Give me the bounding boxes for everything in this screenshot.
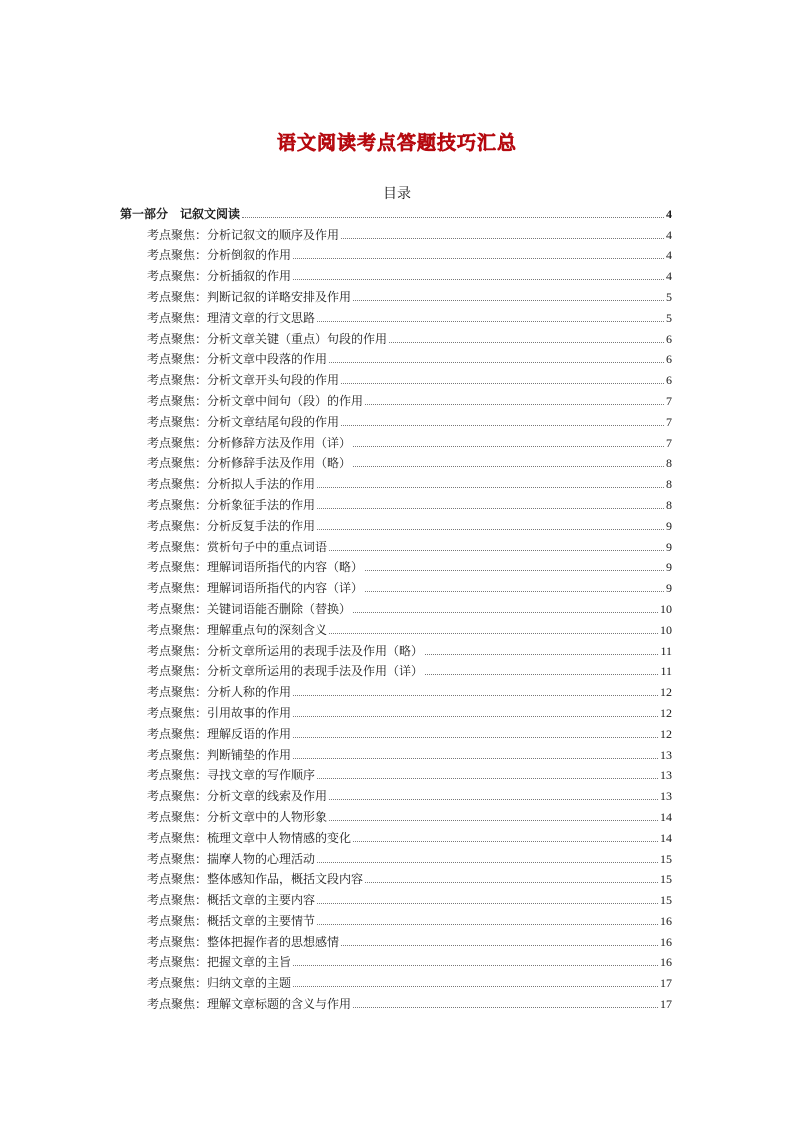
toc-entry-prefix: 考点聚焦： xyxy=(147,747,208,762)
toc-entry-page: 11 xyxy=(660,664,672,679)
toc-entry-label xyxy=(147,872,363,886)
toc-entry-page: 10 xyxy=(660,601,672,616)
toc-entry-label xyxy=(147,290,351,304)
toc-entry-prefix: 考点聚焦： xyxy=(147,289,208,304)
toc-entry-prefix: 考点聚焦： xyxy=(147,685,208,700)
toc-entry-title: 梳理文章中人物情感的变化 xyxy=(207,830,352,845)
toc-entry-label xyxy=(147,623,327,637)
toc-entry-title: 整体把握作者的思想感情 xyxy=(207,934,340,949)
toc-entry-title: 关键词语能否删除（替换） xyxy=(207,601,352,616)
toc-entry-page: 14 xyxy=(660,830,672,845)
toc-leader xyxy=(341,424,664,426)
toc-entry-page: 12 xyxy=(660,705,672,720)
toc-entry-title: 分析文章结尾句段的作用 xyxy=(207,414,340,429)
toc-entry-label xyxy=(147,519,315,533)
toc-leader xyxy=(353,465,664,467)
toc-entry-label xyxy=(147,748,291,762)
toc-entry-title: 分析修辞方法及作用（详） xyxy=(207,435,352,450)
toc-entry-row[interactable] xyxy=(120,678,672,699)
toc-entry-row[interactable] xyxy=(120,262,672,283)
toc-entry-page: 5 xyxy=(666,310,672,325)
toc-entry-row[interactable] xyxy=(120,554,672,575)
toc-entry-title: 分析反复手法的作用 xyxy=(207,518,316,533)
toc-entry-label xyxy=(147,706,291,720)
toc-entry-prefix: 考点聚焦： xyxy=(147,227,208,242)
toc-entry-label xyxy=(147,269,291,283)
toc-leader xyxy=(317,486,664,488)
toc-entry-title: 分析拟人手法的作用 xyxy=(207,477,316,492)
toc-entry-row[interactable] xyxy=(120,845,672,866)
toc-entry-label xyxy=(147,581,363,595)
toc-entry-page: 14 xyxy=(660,809,672,824)
toc-entry-title: 分析象征手法的作用 xyxy=(207,497,316,512)
toc-entry-label xyxy=(147,810,327,824)
toc-entry-label xyxy=(147,436,351,450)
toc-entry-prefix: 考点聚焦： xyxy=(147,830,208,845)
toc-entry-page: 8 xyxy=(666,456,672,471)
toc-entry-title: 揣摩人物的心理活动 xyxy=(207,851,316,866)
toc-entry-page: 16 xyxy=(660,934,672,949)
toc-entry-prefix: 考点聚焦： xyxy=(147,373,208,388)
toc-entry-title: 把握文章的主旨 xyxy=(207,955,292,970)
toc-entry-row[interactable] xyxy=(120,658,672,679)
toc-leader xyxy=(317,902,658,904)
toc-entry-title: 理解重点句的深刻含义 xyxy=(207,622,328,637)
toc-entry-page: 8 xyxy=(666,477,672,492)
toc-section-page: 4 xyxy=(666,206,672,221)
toc-entry-title: 整体感知作品，概括文段内容 xyxy=(207,872,364,887)
toc-entry-page: 15 xyxy=(660,872,672,887)
toc-entry-title: 分析修辞手法及作用（略） xyxy=(207,456,352,471)
toc-entry-prefix: 考点聚焦： xyxy=(147,497,208,512)
toc-entry-label xyxy=(147,540,327,554)
toc-entry-label xyxy=(147,602,351,616)
toc-leader xyxy=(293,736,658,738)
toc-entry-label xyxy=(147,311,315,325)
toc-leader xyxy=(341,382,664,384)
toc-leader xyxy=(317,777,658,779)
table-of-contents xyxy=(120,200,672,1011)
toc-entry-prefix: 考点聚焦： xyxy=(147,622,208,637)
toc-entry-label xyxy=(147,852,315,866)
toc-entry-row[interactable] xyxy=(120,325,672,346)
toc-entry-label xyxy=(147,914,315,928)
toc-entry-label xyxy=(147,768,315,782)
toc-leader xyxy=(389,341,664,343)
toc-entry-row[interactable] xyxy=(120,429,672,450)
toc-entry-title: 理解词语所指代的内容（略） xyxy=(207,560,364,575)
toc-entry-page: 11 xyxy=(660,643,672,658)
toc-entry-title: 理解词语所指代的内容（详） xyxy=(207,581,364,596)
toc-leader xyxy=(365,881,658,883)
toc-entry-title: 分析文章开头句段的作用 xyxy=(207,373,340,388)
toc-entry-page: 15 xyxy=(660,851,672,866)
toc-entry-row[interactable] xyxy=(120,221,672,242)
toc-leader xyxy=(353,1006,658,1008)
toc-leader xyxy=(329,632,658,634)
toc-leader xyxy=(365,569,664,571)
toc-entry-row[interactable] xyxy=(120,346,672,367)
toc-leader xyxy=(317,320,664,322)
toc-leader xyxy=(425,673,658,675)
toc-entry-label xyxy=(147,664,423,678)
toc-entry-title: 分析插叙的作用 xyxy=(207,269,292,284)
toc-entry-row[interactable] xyxy=(120,387,672,408)
toc-entry-label xyxy=(147,415,339,429)
toc-leader xyxy=(329,819,658,821)
toc-entry-prefix: 考点聚焦： xyxy=(147,601,208,616)
toc-leader xyxy=(353,611,658,613)
toc-leader xyxy=(353,840,658,842)
toc-entry-prefix: 考点聚焦： xyxy=(147,726,208,741)
toc-entry-row[interactable] xyxy=(120,616,672,637)
toc-entry-title: 判断记叙的详略安排及作用 xyxy=(207,289,352,304)
toc-leader xyxy=(293,985,658,987)
toc-entry-label xyxy=(147,332,387,346)
toc-entry-row[interactable] xyxy=(120,574,672,595)
toc-entry-row[interactable] xyxy=(120,491,672,512)
toc-entry-row[interactable] xyxy=(120,949,672,970)
toc-entry-page: 16 xyxy=(660,955,672,970)
toc-entry-title: 概括文章的主要内容 xyxy=(207,893,316,908)
toc-entry-prefix: 考点聚焦： xyxy=(147,414,208,429)
toc-leader xyxy=(317,507,664,509)
toc-entry-title: 分析文章中的人物形象 xyxy=(207,809,328,824)
toc-entry-prefix: 考点聚焦： xyxy=(147,997,208,1012)
toc-entry-title: 分析倒叙的作用 xyxy=(207,248,292,263)
toc-leader xyxy=(329,798,658,800)
toc-leader xyxy=(425,653,658,655)
toc-entry-row[interactable] xyxy=(120,762,672,783)
toc-entry-prefix: 考点聚焦： xyxy=(147,955,208,970)
toc-entry-page: 17 xyxy=(660,976,672,991)
toc-leader xyxy=(293,964,658,966)
toc-leader xyxy=(293,278,664,280)
toc-entry-prefix: 考点聚焦： xyxy=(147,331,208,346)
toc-leader xyxy=(293,257,664,259)
toc-entry-page: 13 xyxy=(660,747,672,762)
toc-entry-prefix: 考点聚焦： xyxy=(147,872,208,887)
toc-entry-page: 8 xyxy=(666,497,672,512)
toc-entry-prefix: 考点聚焦： xyxy=(147,477,208,492)
toc-entry-title: 分析人称的作用 xyxy=(207,685,292,700)
toc-entry-title: 理清文章的行文思路 xyxy=(207,310,316,325)
toc-leader xyxy=(353,445,664,447)
toc-leader xyxy=(341,237,664,239)
toc-entry-label xyxy=(147,228,339,242)
toc-entry-title: 引用故事的作用 xyxy=(207,705,292,720)
toc-entry-prefix: 考点聚焦： xyxy=(147,581,208,596)
toc-entry-page: 7 xyxy=(666,393,672,408)
toc-entry-title: 分析文章中段落的作用 xyxy=(207,352,328,367)
toc-entry-row[interactable] xyxy=(120,366,672,387)
toc-entry-row[interactable] xyxy=(120,782,672,803)
toc-entry-label xyxy=(147,456,351,470)
toc-entry-label xyxy=(147,477,315,491)
toc-leader xyxy=(365,403,664,405)
toc-entry-row[interactable] xyxy=(120,741,672,762)
toc-leader xyxy=(317,861,658,863)
toc-leader xyxy=(317,528,664,530)
toc-entry-title: 分析文章的线索及作用 xyxy=(207,789,328,804)
toc-entry-label xyxy=(147,789,327,803)
toc-entry-page: 4 xyxy=(666,269,672,284)
toc-entry-label xyxy=(147,498,315,512)
toc-entry-page: 9 xyxy=(666,518,672,533)
toc-entry-page: 7 xyxy=(666,414,672,429)
toc-entry-label xyxy=(147,893,315,907)
toc-entry-title: 分析文章所运用的表现手法及作用（略） xyxy=(207,643,424,658)
toc-entry-title: 理解反语的作用 xyxy=(207,726,292,741)
toc-entry-prefix: 考点聚焦： xyxy=(147,976,208,991)
toc-entry-label xyxy=(147,727,291,741)
toc-section-row[interactable] xyxy=(120,200,672,221)
toc-entry-prefix: 考点聚焦： xyxy=(147,768,208,783)
toc-entry-row[interactable] xyxy=(120,928,672,949)
toc-entry-page: 6 xyxy=(666,331,672,346)
toc-entry-row[interactable] xyxy=(120,512,672,533)
toc-entry-row[interactable] xyxy=(120,866,672,887)
toc-entry-prefix: 考点聚焦： xyxy=(147,913,208,928)
toc-leader xyxy=(317,923,658,925)
toc-entry-page: 9 xyxy=(666,581,672,596)
toc-entry-prefix: 考点聚焦： xyxy=(147,851,208,866)
toc-entry-prefix: 考点聚焦： xyxy=(147,643,208,658)
toc-entry-prefix: 考点聚焦： xyxy=(147,664,208,679)
toc-entry-page: 15 xyxy=(660,893,672,908)
toc-entry-label xyxy=(147,955,291,969)
toc-entry-title: 分析文章所运用的表现手法及作用（详） xyxy=(207,664,424,679)
toc-entry-row[interactable] xyxy=(120,533,672,554)
toc-entry-row[interactable] xyxy=(120,907,672,928)
toc-entry-page: 6 xyxy=(666,352,672,367)
toc-entry-label xyxy=(147,248,291,262)
toc-leader xyxy=(329,549,664,551)
toc-entry-title: 分析文章关键（重点）句段的作用 xyxy=(207,331,388,346)
toc-entry-page: 16 xyxy=(660,913,672,928)
toc-leader xyxy=(365,590,664,592)
toc-entry-page: 17 xyxy=(660,997,672,1012)
toc-entry-title: 判断铺垫的作用 xyxy=(207,747,292,762)
toc-entry-row[interactable] xyxy=(120,283,672,304)
toc-entry-row[interactable] xyxy=(120,803,672,824)
toc-entry-row[interactable] xyxy=(120,304,672,325)
toc-entry-row[interactable] xyxy=(120,242,672,263)
toc-entry-row[interactable] xyxy=(120,408,672,429)
toc-leader xyxy=(293,757,658,759)
toc-leader xyxy=(329,361,664,363)
toc-entry-row[interactable] xyxy=(120,595,672,616)
toc-entry-prefix: 考点聚焦： xyxy=(147,518,208,533)
toc-entry-page: 12 xyxy=(660,685,672,700)
toc-entry-prefix: 考点聚焦： xyxy=(147,539,208,554)
toc-entry-prefix: 考点聚焦： xyxy=(147,456,208,471)
toc-entry-label xyxy=(147,560,363,574)
toc-section-label: 第一部分 记叙文阅读 xyxy=(120,206,241,221)
toc-entry-prefix: 考点聚焦： xyxy=(147,809,208,824)
toc-entry-prefix: 考点聚焦： xyxy=(147,705,208,720)
toc-leader xyxy=(293,715,658,717)
toc-entry-prefix: 考点聚焦： xyxy=(147,352,208,367)
toc-entry-title: 概括文章的主要情节 xyxy=(207,913,316,928)
toc-entry-page: 9 xyxy=(666,539,672,554)
toc-entry-label xyxy=(147,352,327,366)
toc-entry-row[interactable] xyxy=(120,637,672,658)
toc-entry-page: 6 xyxy=(666,373,672,388)
document-title: 语文阅读考点答题技巧汇总 xyxy=(276,132,517,154)
toc-leader xyxy=(353,299,664,301)
toc-entry-title: 理解文章标题的含义与作用 xyxy=(207,997,352,1012)
toc-entry-label xyxy=(147,685,291,699)
toc-entry-prefix: 考点聚焦： xyxy=(147,893,208,908)
toc-entry-row[interactable] xyxy=(120,720,672,741)
toc-entry-page: 10 xyxy=(660,622,672,637)
toc-entry-page: 13 xyxy=(660,789,672,804)
toc-entry-row[interactable] xyxy=(120,470,672,491)
toc-entry-prefix: 考点聚焦： xyxy=(147,248,208,263)
toc-entry-label xyxy=(147,997,351,1011)
toc-entry-title: 赏析句子中的重点词语 xyxy=(207,539,328,554)
toc-entry-page: 4 xyxy=(666,248,672,263)
toc-entry-title: 归纳文章的主题 xyxy=(207,976,292,991)
toc-entry-title: 寻找文章的写作顺序 xyxy=(207,768,316,783)
toc-entry-label xyxy=(147,976,291,990)
toc-entry-label xyxy=(147,644,423,658)
toc-entry-row[interactable] xyxy=(120,824,672,845)
toc-entry-prefix: 考点聚焦： xyxy=(147,560,208,575)
toc-entry-label xyxy=(147,935,339,949)
toc-entry-prefix: 考点聚焦： xyxy=(147,269,208,284)
toc-leader xyxy=(341,944,658,946)
toc-entry-page: 4 xyxy=(666,227,672,242)
toc-leader xyxy=(293,694,658,696)
toc-entry-page: 12 xyxy=(660,726,672,741)
toc-entry-row[interactable] xyxy=(120,886,672,907)
toc-entry-row[interactable] xyxy=(120,450,672,471)
toc-heading: 目录 xyxy=(383,186,411,202)
toc-entry-page: 9 xyxy=(666,560,672,575)
toc-entry-prefix: 考点聚焦： xyxy=(147,393,208,408)
toc-entry-row[interactable] xyxy=(120,699,672,720)
toc-entry-prefix: 考点聚焦： xyxy=(147,789,208,804)
toc-entry-title: 分析记叙文的顺序及作用 xyxy=(207,227,340,242)
toc-entry-page: 7 xyxy=(666,435,672,450)
toc-entry-label xyxy=(147,373,339,387)
toc-entry-prefix: 考点聚焦： xyxy=(147,435,208,450)
toc-entry-row[interactable] xyxy=(120,969,672,990)
toc-entry-page: 13 xyxy=(660,768,672,783)
toc-entry-title: 分析文章中间句（段）的作用 xyxy=(207,393,364,408)
toc-entry-prefix: 考点聚焦： xyxy=(147,310,208,325)
toc-entry-row[interactable] xyxy=(120,990,672,1011)
toc-entry-prefix: 考点聚焦： xyxy=(147,934,208,949)
toc-entry-page: 5 xyxy=(666,289,672,304)
toc-leader xyxy=(242,216,664,218)
toc-entry-label xyxy=(147,831,351,845)
toc-entry-label xyxy=(147,394,363,408)
